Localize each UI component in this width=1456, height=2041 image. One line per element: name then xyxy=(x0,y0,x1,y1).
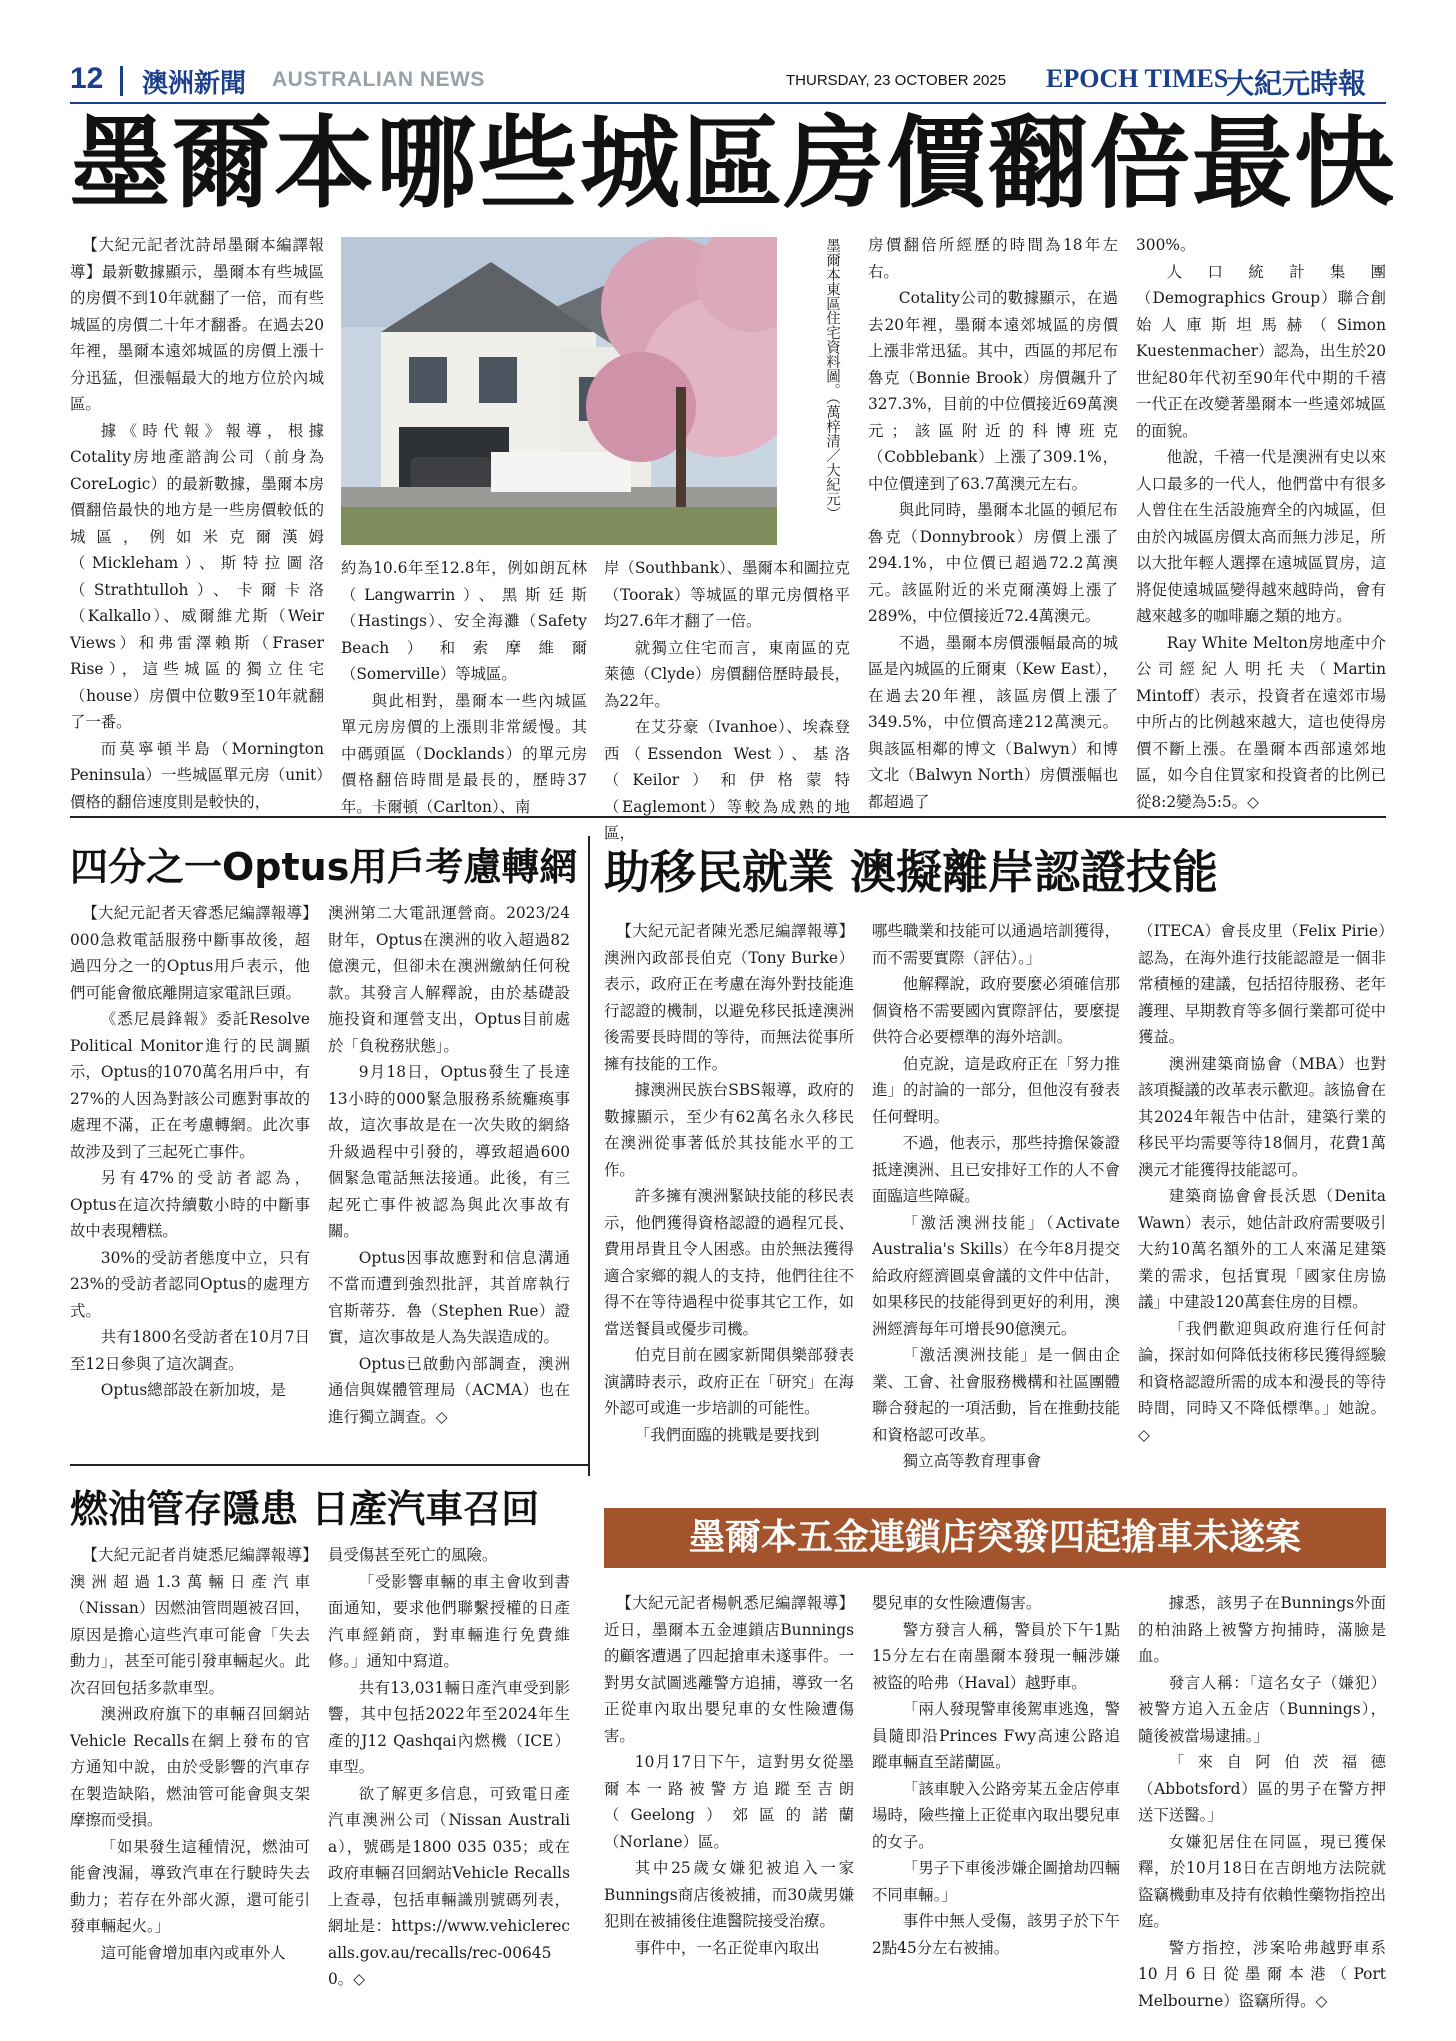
paragraph: 【大紀元記者肖婕悉尼編譯報導】澳洲超過1.3萬輛日產汽車（Nissan）因燃油管問題被召回，原因是擔心這些汽車可能會「失去動力」，甚至可能引發車輛起火。此次召回包括多款車型。 xyxy=(70,1546,310,1697)
paragraph: 房價翻倍所經歷的時間為18年左右。 xyxy=(868,236,1118,281)
section-divider xyxy=(70,1464,588,1466)
immigrant-headline: 助移民就業 澳擬離岸認證技能 xyxy=(604,845,1219,899)
main-article-col-2 xyxy=(341,555,587,820)
paragraph: 澳洲第二大電訊運營商。2023/24財年，Optus在澳洲的收入超過82億澳元，但卻未在澳洲繳納任何稅款。其發言人解釋說，由於基礎設施投資和運營支出，Optus目前處於「負稅務狀態」。 xyxy=(328,904,570,1055)
paragraph: 警方指控，涉案哈弗越野車系10月6日從墨爾本港（Port Melbourne）盜竊所得。◇ xyxy=(1138,1938,1386,2010)
paragraph: 「兩人發現警車後駕車逃逸，警員隨即沿Princes Fwy高速公路追蹤車輛直至諾蘭區。 xyxy=(872,1700,1120,1771)
page-number: 12 xyxy=(70,62,104,95)
paragraph: 另有47%的受訪者認為，Optus在這次持續數小時的中斷事故中表現糟糕。 xyxy=(70,1169,310,1240)
paragraph: 事件中，一名正從車內取出 xyxy=(634,1938,820,1957)
paragraph: 據悉，該男子在Bunnings外面的柏油路上被警方拘捕時，滿臉是血。 xyxy=(1138,1594,1386,1665)
main-headline: 墨爾本哪些城區房價翻倍最快 xyxy=(70,105,1396,222)
paragraph: 不過，他表示，那些持擔保簽證抵達澳洲、且已安排好工作的人不會面臨這些障礙。 xyxy=(872,1134,1120,1205)
paragraph: 「來自阿伯茨福德（Abbotsford）區的男子在警方押送下送醫。」 xyxy=(1138,1753,1386,1824)
column-divider xyxy=(588,836,590,1476)
paragraph: 澳洲建築商協會（MBA）也對該項擬議的改革表示歡迎。該協會在其2024年報告中估計，建築行業的移民平均需要等待18個月，花費1萬澳元才能獲得技能認可。 xyxy=(1138,1054,1386,1179)
paragraph: 9月18日，Optus發生了長達13小時的000緊急服務系統癱瘓事故，這次事故是在一次失敗的網絡升級過程中引發的，導致超過600個緊急電話無法接通。此後，有三起死亡事件被認為與此次事故有關。 xyxy=(328,1063,570,1240)
immigrant-col-1 xyxy=(604,918,854,1448)
immigrant-col-3 xyxy=(1138,918,1386,1448)
main-article-col-4 xyxy=(868,232,1118,815)
immigrant-col-2 xyxy=(872,918,1120,1475)
brand-logo-cn: 大紀元時報 xyxy=(1226,67,1367,100)
paragraph: 據《時代報》報導，根據Cotality房地產諮詢公司（前身為CoreLogic）的最新數據，墨爾本房價翻倍最快的地方是一些房價較低的城區，例如米克爾漢姆（Mickleham）、斯特拉圖洛（Strathtulloh）、卡爾卡洛（Kalkallo）、威爾維尤斯（Weir Views）和弗雷澤賴斯（Fraser Rise），這些城區的獨立住宅（house）房價中位數9至10年就翻了一番。 xyxy=(70,421,324,731)
brand-logo-en: EPOCH TIMES xyxy=(1046,64,1229,93)
paragraph: 《悉尼晨鋒報》委託Resolve Political Monitor進行的民調顯示，Optus的1070萬名用戶中，有27%的人因為對該公司應對事故的處理不滿，正在考慮轉網。此次事故涉及到了三起死亡事件。 xyxy=(70,1010,310,1161)
nissan-col-1 xyxy=(70,1542,310,1966)
paragraph: 「激活澳洲技能」是一個由企業、工會、社會服務機構和社區團體聯合發起的一項活動，旨在推動技能和資格認可改革。 xyxy=(872,1346,1120,1444)
section-divider xyxy=(70,816,1386,818)
optus-col-2 xyxy=(328,900,570,1430)
house-photo xyxy=(341,237,777,545)
paragraph: （ITECA）會長皮里（Felix Pirie）認為，在海外進行技能認證是一個非常積極的建議，包括招待服務、老年護理、早期教育等多個行業都可從中獲益。 xyxy=(1138,922,1386,1046)
paragraph: 許多擁有澳洲緊缺技能的移民表示，他們獲得資格認證的過程冗長、費用昂貴且令人困惑。由於無法獲得適合家鄉的親人的支持，他們往往不得不在等待過程中從事其它工作，如當送餐員或優步司機。 xyxy=(604,1187,854,1338)
paragraph: 獨立高等教育理事會 xyxy=(902,1452,1042,1470)
paragraph: 就獨立住宅而言，東南區的克萊德（Clyde）房價翻倍歷時最長，為22年。 xyxy=(604,638,850,710)
paragraph: 共有1800名受訪者在10月7日至12日參與了這次調查。 xyxy=(70,1328,310,1373)
paragraph: 與此相對，墨爾本一些內城區單元房房價的上漲則非常緩慢。其中碼頭區（Docklands）的單元房價格翻倍時間是最長的，歷時37年。卡爾頓（Carlton）、南 xyxy=(341,691,587,816)
paragraph: 與此同時，墨爾本北區的頓尼布魯克（Donnybrook）房價上漲了294.1%，中位價已超過72.2萬澳元。該區附近的米克爾漢姆上漲了289%，中位價接近72.4萬澳元。 xyxy=(868,501,1118,625)
main-article-col-1 xyxy=(70,232,324,815)
header-divider xyxy=(120,66,123,96)
paragraph: 其中25歲女嫌犯被追入一家Bunnings商店後被捕，而30歲男嫌犯則在被捕後住進醫院接受治療。 xyxy=(604,1859,854,1930)
paragraph: 人口統計集團（Demographics Group）聯合創始人庫斯坦馬赫（Simon Kuestenmacher）認為，出生於20世紀80年代初至90年代中期的千禧一代正在改變著墨爾本一些遠郊城區的面貌。 xyxy=(1136,262,1386,440)
optus-col-1 xyxy=(70,900,310,1404)
paragraph: 在艾芬豪（Ivanhoe）、埃森登西（Essendon West）、基洛（Keilor）和伊格蒙特（Eaglemont）等較為成熟的地區， xyxy=(604,718,850,842)
photo-caption: 墨爾本東區住宅資料圖。（萬梓清／大紀元） xyxy=(824,238,840,521)
paragraph: Ray White Melton房地產中介公司經紀人明托夫（Martin Mintoff）表示，投資者在遠郊市場中所占的比例越來越大，這也使得房價不斷上漲。在墨爾本西部遠郊地區，如今自住買家和投資者的比例已從8:2變為5:5。◇ xyxy=(1136,633,1386,811)
paragraph: 10月17日下午，這對男女從墨爾本一路被警方追蹤至吉朗（Geelong）郊區的諾蘭（Norlane）區。 xyxy=(604,1753,854,1851)
paragraph: 「如果發生這種情況，燃油可能會洩漏，導致汽車在行駛時失去動力；若存在外部火源，還可能引發車輛起火。」 xyxy=(70,1837,310,1935)
optus-headline: 四分之一Optus用戶考慮轉網 xyxy=(70,845,578,889)
paragraph: 他說，千禧一代是澳洲有史以來人口最多的一代人，他們當中有很多人曾住在生活設施齊全的內城區，但由於內城區房價太高而無力涉足，所以大批年輕人選擇在遠城區買房，這將促使遠城區變得越來越時尚，會有越來越多的咖啡廳之類的地方。 xyxy=(1136,448,1386,625)
paragraph: 伯克說，這是政府正在「努力推進」的討論的一部分，但他沒有發表任何聲明。 xyxy=(872,1054,1120,1126)
paragraph: 300%。 xyxy=(1136,236,1196,254)
paragraph: 【大紀元記者陳光悉尼編譯報導】澳洲內政部長伯克（Tony Burke）表示，政府正在考慮在海外對技能進行認證的機制，以避免移民抵達澳洲後需要長時間的等待，而無法從事所擁有技能的工作。 xyxy=(604,922,854,1073)
paragraph: 【大紀元記者天睿悉尼編譯報導】000急救電話服務中斷事故後，超過四分之一的Optus用戶表示，他們可能會徹底離開這家電訊巨頭。 xyxy=(70,904,310,1002)
paragraph: 岸（Southbank）、墨爾本和圖拉克（Toorak）等城區的單元房價格平均27.6年才翻了一倍。 xyxy=(604,559,850,630)
paragraph: 「男子下車後涉嫌企圖搶劫四輛不同車輛。」 xyxy=(872,1859,1120,1904)
paragraph: 女嫌犯居住在同區，現已獲保釋，於10月18日在吉朗地方法院就盜竊機動車及持有依賴性藥物指控出庭。 xyxy=(1138,1832,1386,1930)
paragraph: Optus已啟動內部調查，澳洲通信與媒體管理局（ACMA）也在進行獨立調查。◇ xyxy=(328,1354,570,1426)
section-name-en: AUSTRALIAN NEWS xyxy=(272,68,485,91)
paragraph: 30%的受訪者態度中立，只有23%的受訪者認同Optus的處理方式。 xyxy=(70,1248,310,1320)
paragraph: 據澳洲民族台SBS報導，政府的數據顯示，至少有62萬名永久移民在澳洲從事著低於其技能水平的工作。 xyxy=(604,1081,854,1179)
main-article-col-3 xyxy=(604,555,850,847)
paragraph: 【大紀元記者沈詩昂墨爾本編譯報導】最新數據顯示，墨爾本有些城區的房價不到10年就翻了一倍，而有些城區的房價二十年才翻番。在過去20年裡，墨爾本遠郊城區的房價上漲十分迅猛，但漲幅最大的地方位於內城區。 xyxy=(70,236,324,413)
paragraph: 而莫寧頓半島（Mornington Peninsula）一些城區單元房（unit）價格的翻倍速度則是較快的， xyxy=(70,739,324,811)
bunnings-col-1 xyxy=(604,1590,854,1961)
nissan-col-2 xyxy=(328,1542,570,1993)
paragraph: 共有13,031輛日產汽車受到影響，其中包括2022年至2024年生產的J12 Qashqai內燃機（ICE）車型。 xyxy=(328,1678,570,1776)
paragraph: 不過，墨爾本房價漲幅最高的城區是內城區的丘爾東（Kew East），在過去20年裡，該區房價上漲了349.5%，中位價高達212萬澳元。與該區相鄰的博文（Balwyn）和博文北（Balwyn North）房價漲幅也都超過了 xyxy=(868,633,1118,811)
nissan-headline: 燃油管存隱患 日產汽車召回 xyxy=(70,1487,540,1531)
paragraph: 這可能會增加車內或車外人 xyxy=(100,1943,286,1962)
paragraph: 澳洲政府旗下的車輛召回網站Vehicle Recalls在網上發布的官方通知中說，由於受影響的汽車存在製造缺陷，燃油管可能會與支架摩擦而受損。 xyxy=(70,1705,310,1829)
paragraph: 警方發言人稱，警員於下午1點15分左右在南墨爾本發現一輛涉嫌被盜的哈弗（Haval）越野車。 xyxy=(872,1620,1120,1692)
paragraph: 建築商協會會長沃恩（Denita Wawn）表示，她估計政府需要吸引大約10萬名額外的工人來滿足建築業的需求，包括實現「國家住房協議」中建設120萬套住房的目標。 xyxy=(1138,1187,1386,1311)
bunnings-col-2 xyxy=(872,1590,1120,1961)
paragraph: 事件中無人受傷，該男子於下午2點45分左右被捕。 xyxy=(872,1912,1120,1957)
paragraph: 員受傷甚至死亡的風險。 xyxy=(328,1546,498,1564)
paragraph: Optus因事故應對和信息溝通不當而遭到強烈批評，其首席執行官斯蒂芬．魯（Stephen Rue）證實，這次事故是人為失誤造成的。 xyxy=(328,1248,570,1346)
paragraph: 嬰兒車的女性險遭傷害。 xyxy=(872,1594,1042,1612)
paragraph: 【大紀元記者楊帆悉尼編譯報導】近日，墨爾本五金連鎖店Bunnings的顧客遭遇了四起搶車未遂事件。一對男女試圖逃離警方追捕，導致一名正從車內取出嬰兒車的女性險遭傷害。 xyxy=(604,1594,854,1745)
header-rule xyxy=(70,102,1386,104)
paragraph: 「我們歡迎與政府進行任何討論，探討如何降低技術移民獲得經驗和資格認證所需的成本和漫長的等待時間，同時又不降低標準。」她說。◇ xyxy=(1138,1319,1386,1444)
paragraph: 約為10.6年至12.8年，例如朗瓦林（Langwarrin）、黑斯廷斯（Hastings）、安全海灘（Safety Beach）和索摩維爾（Somerville）等城區。 xyxy=(341,559,587,683)
main-article-col-5 xyxy=(1136,232,1386,815)
paragraph: Optus總部設在新加坡，是 xyxy=(100,1381,286,1399)
paragraph: 發言人稱：「這名女子（嫌犯）被警方追入五金店（Bunnings），隨後被當場逮捕。」 xyxy=(1138,1673,1386,1745)
paragraph: 「受影響車輛的車主會收到書面通知，要求他們聯繫授權的日產汽車經銷商，對車輛進行免費維修。」通知中寫道。 xyxy=(328,1572,570,1670)
paragraph: 「我們面臨的挑戰是要找到 xyxy=(634,1425,820,1444)
paragraph: 他解釋說，政府要麼必須確信那個資格不需要國內實際評估，要麼提供符合必要標準的海外培訓。 xyxy=(872,975,1120,1046)
section-name-cn: 澳洲新聞 xyxy=(142,69,247,99)
bunnings-col-3 xyxy=(1138,1590,1386,2014)
paragraph: Cotality公司的數據顯示，在過去20年裡，墨爾本遠郊城區的房價上漲非常迅猛。其中，西區的邦尼布魯克（Bonnie Brook）房價飆升了327.3%，目前的中位價接近69萬澳元；該區附近的科博班克（Cobblebank）上漲了309.1%，中位價達到了63.7萬澳元左右。 xyxy=(868,289,1118,493)
paragraph: 「激活澳洲技能」（Activate Australia's Skills）在今年8月提交給政府經濟圓桌會議的文件中估計，如果移民的技能得到更好的利用，澳洲經濟每年可增長90億澳元。 xyxy=(872,1213,1120,1338)
paragraph: 哪些職業和技能可以通過培訓獲得，而不需要實際（評估）。」 xyxy=(872,922,1120,967)
paragraph: 「該車駛入公路旁某五金店停車場時，險些撞上正從車內取出嬰兒車的女子。 xyxy=(872,1779,1120,1851)
bunnings-headline-banner: 墨爾本五金連鎖店突發四起搶車未遂案 xyxy=(604,1508,1386,1568)
issue-date: THURSDAY, 23 OCTOBER 2025 xyxy=(786,72,1007,89)
paragraph: 欲了解更多信息，可致電日產汽車澳洲公司（Nissan Australia），號碼是1800 035 035；或在政府車輛召回網站Vehicle Recalls上查尋，包括車輛識別號碼列表，網址是：https://www.vehiclerecalls.gov.au/recalls/rec-006450。◇ xyxy=(328,1784,570,1988)
paragraph: 伯克目前在國家新聞俱樂部發表演講時表示，政府正在「研究」在海外認可或進一步培訓的可能性。 xyxy=(604,1346,854,1417)
